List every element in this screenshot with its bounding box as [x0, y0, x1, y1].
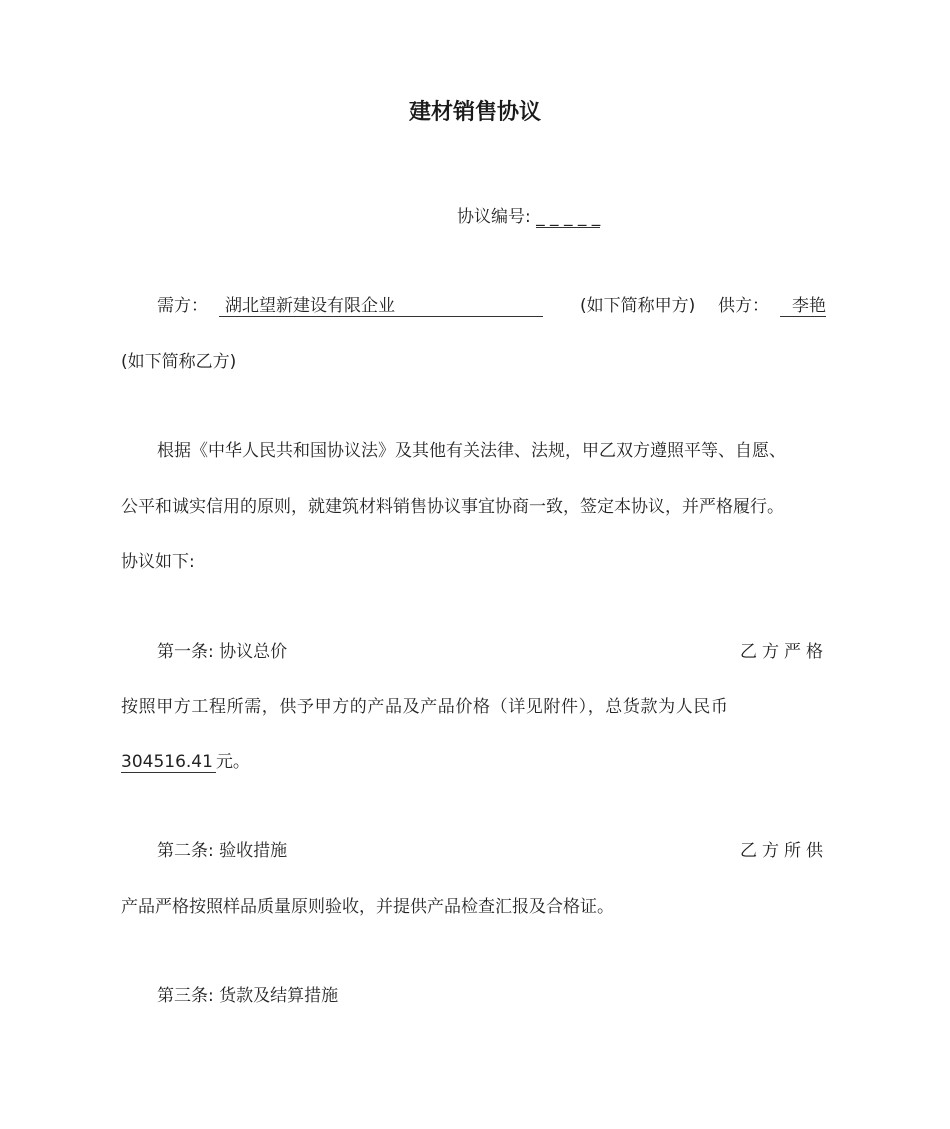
- seller-label: 供方：: [718, 296, 769, 316]
- buyer-name: 湖北望新建设有限企业: [219, 296, 543, 317]
- amount-unit: 元。: [215, 752, 250, 772]
- seller-name-field: [780, 294, 826, 318]
- article-1-line-2: 按照甲方工程所需，供予甲方的产品及产品价格（详见附件），总货款为人民币: [121, 697, 729, 717]
- intro-line-1: 根据《中华人民共和国协议法》及其他有关法律、法规，甲乙双方遵照平等、自愿、: [157, 441, 786, 461]
- seller-note: (如下简称乙方): [121, 352, 237, 372]
- article-2-line-2: 产品严格按照样品质量原则验收，并提供产品检查汇报及合格证。: [121, 897, 614, 917]
- total-amount: 304516.41: [121, 752, 216, 773]
- article-1-line-1-tail: 乙方严格: [740, 642, 828, 662]
- buyer-name-field: [219, 294, 543, 318]
- contract-number-blank: _ _ _ _ _: [536, 207, 601, 227]
- contract-number-label: 协议编号:: [457, 207, 531, 227]
- contract-number: [457, 205, 600, 229]
- buyer-note: (如下简称甲方): [580, 296, 696, 316]
- seller-name: 李艳: [780, 296, 826, 317]
- intro-line-2: 公平和诚实信用的原则，就建筑材料销售协议事宜协商一致，签定本协议，并严格履行。: [121, 497, 784, 517]
- article-3-heading: 第三条: 货款及结算措施: [157, 986, 339, 1006]
- buyer-label: 需方：: [157, 296, 208, 316]
- article-1-heading: 第一条: 协议总价: [157, 642, 288, 662]
- intro-line-3: 协议如下:: [121, 552, 195, 572]
- article-1-amount-line: [121, 750, 250, 774]
- document-title: 建材销售协议: [408, 100, 541, 125]
- article-2-heading: 第二条: 验收措施: [157, 841, 288, 861]
- article-2-line-1-tail: 乙方所供: [740, 841, 828, 861]
